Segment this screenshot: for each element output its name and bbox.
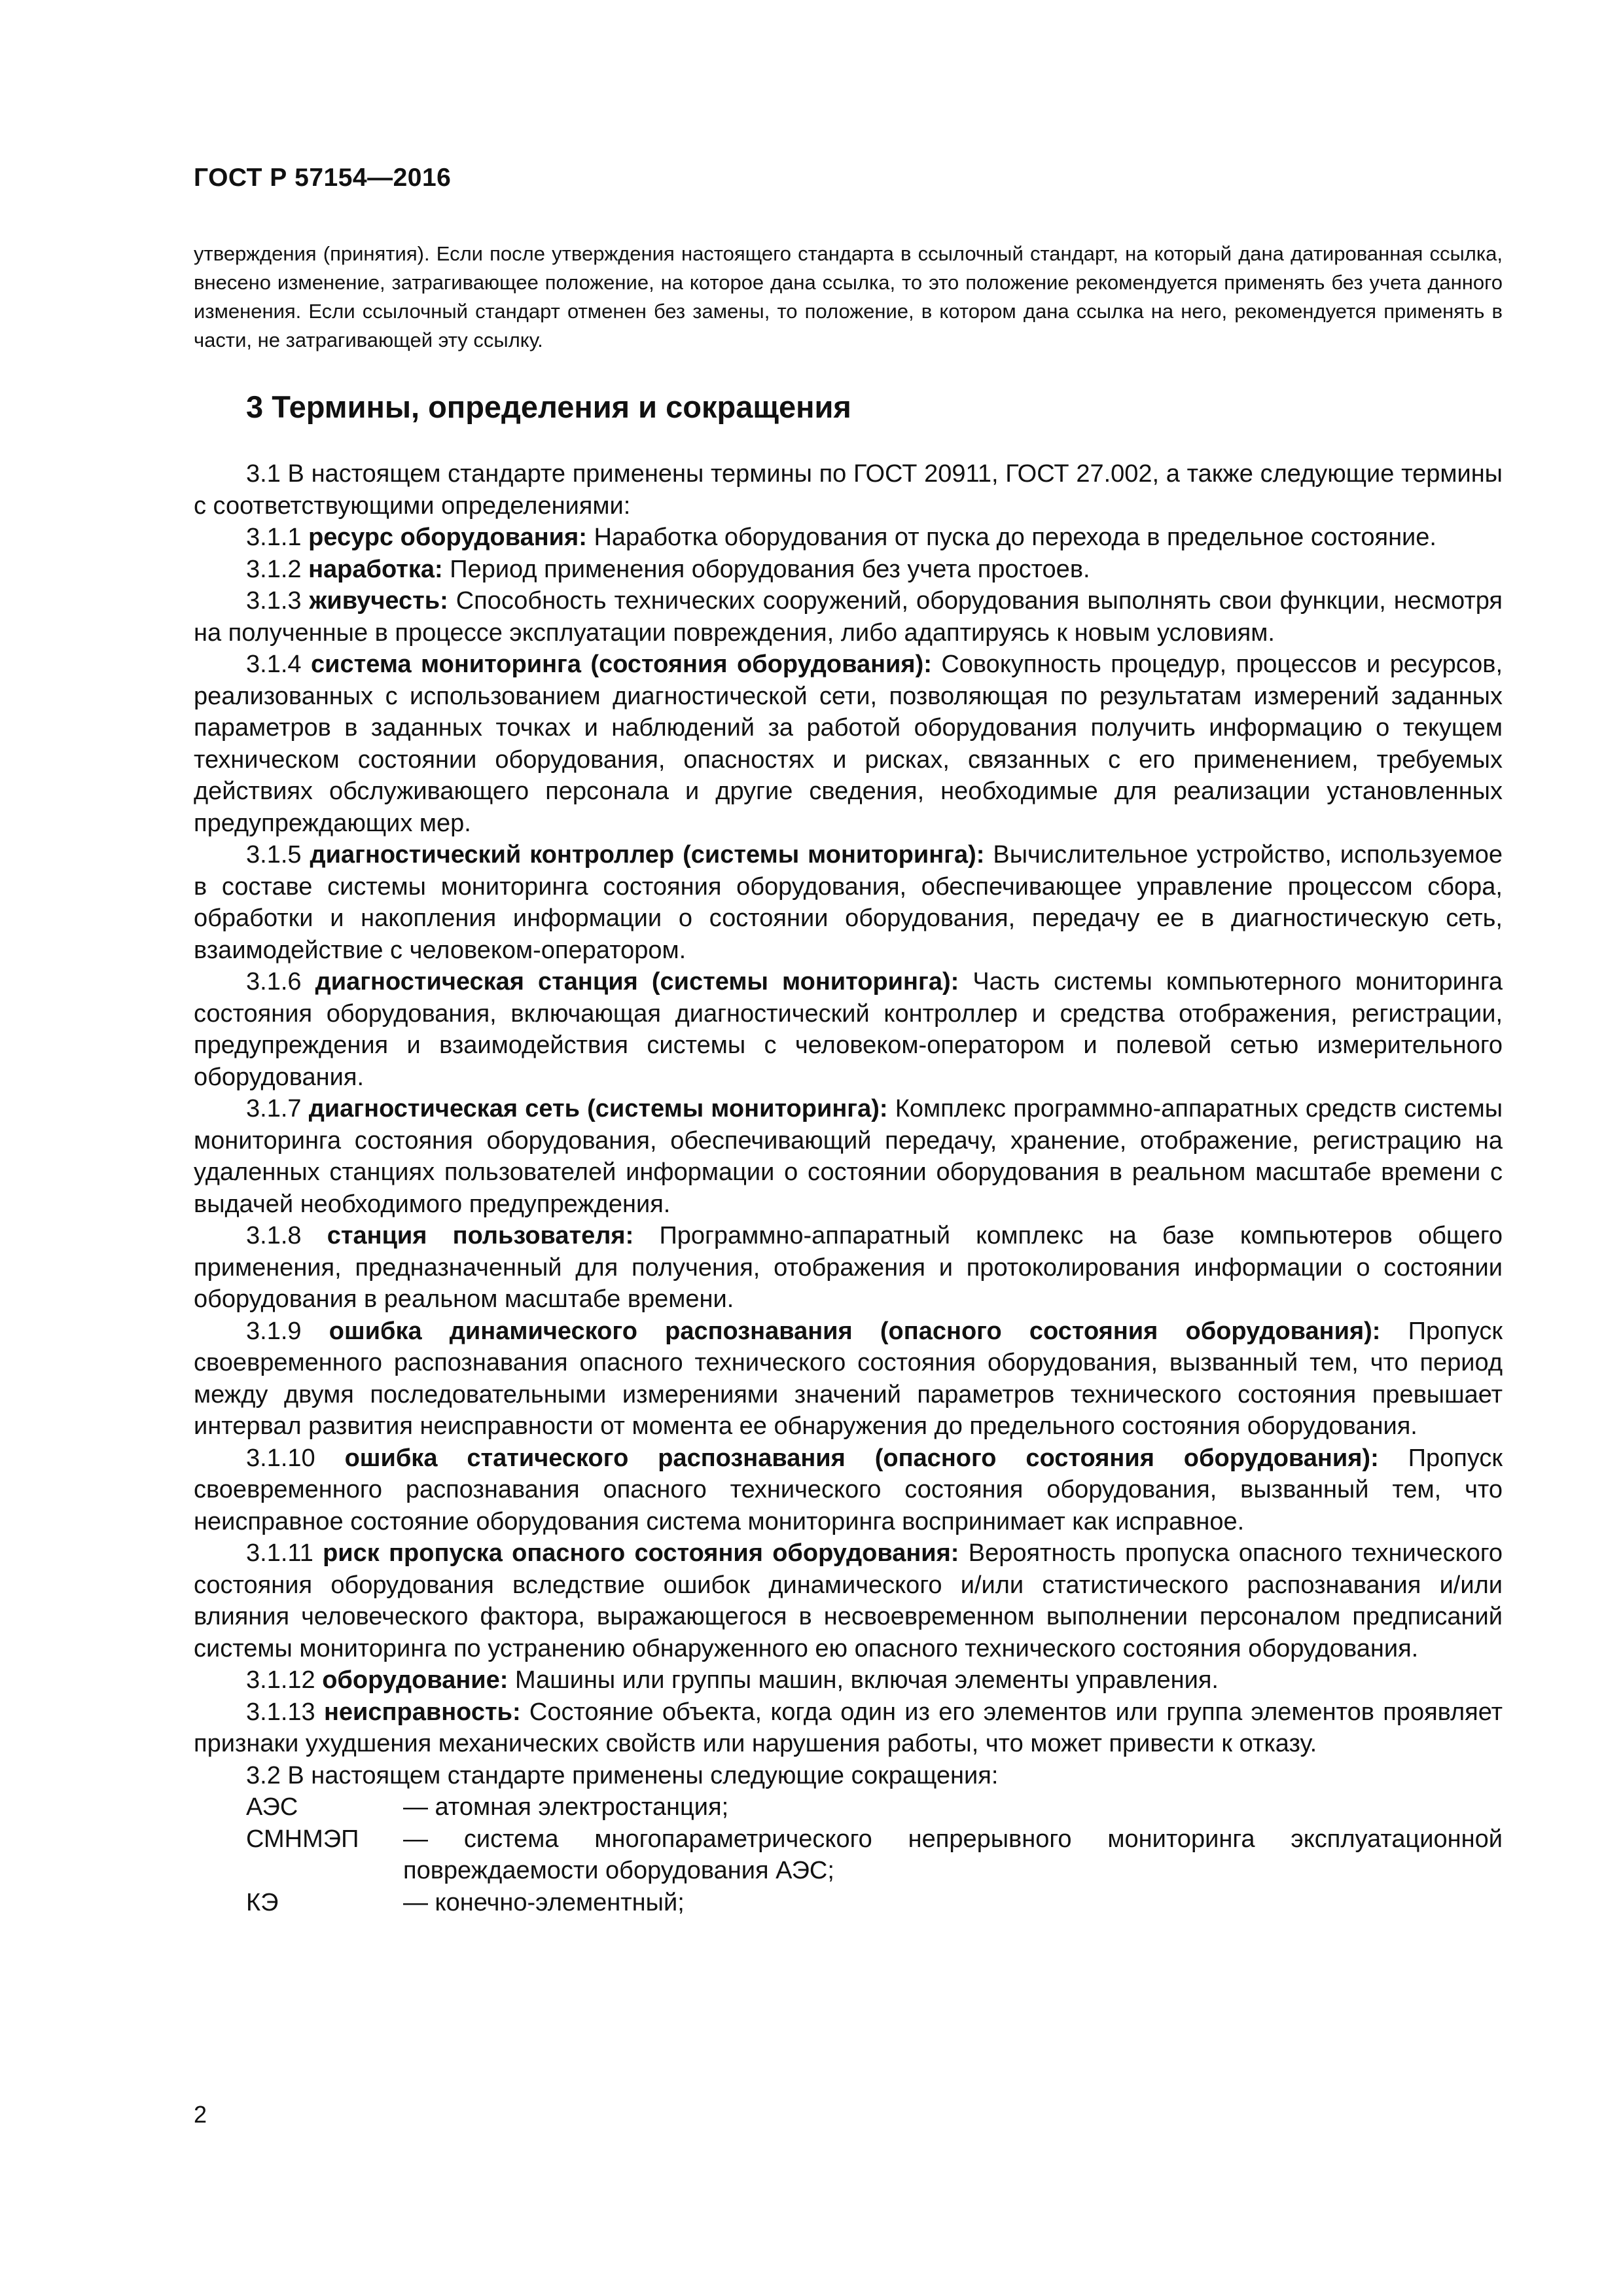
abbreviation-definition: — конечно-элементный; — [403, 1888, 685, 1916]
term-number: 3.1.1 — [246, 524, 302, 551]
term-definition: Комплекс программно-аппаратных средств системы мониторинга состояния оборудования, обеспечивающий передачу, хранение, отображение, регистрацию на удаленных станциях пользователей информации о состоянии оборудования в реальном масштабе времени с выдачей необходимого предупреждения. — [194, 1095, 1503, 1218]
page-number: 2 — [194, 2101, 207, 2128]
term-3-1-6 — [194, 966, 1503, 1093]
term-definition: Период применения оборудования без учета простоев. — [450, 555, 1090, 583]
term-3-1-3 — [194, 585, 1503, 649]
abbreviation-definition: — атомная электростанция; — [403, 1793, 729, 1821]
term-3-1-12 — [194, 1664, 1503, 1696]
term-name: система мониторинга (состояния оборудования): — [310, 651, 932, 678]
term-name: наработка: — [308, 555, 443, 583]
term-number: 3.1.7 — [246, 1095, 302, 1122]
abbreviation-row — [194, 1791, 1503, 1823]
term-number: 3.1.6 — [246, 968, 302, 996]
term-number: 3.1.11 — [246, 1539, 313, 1567]
term-name: диагностическая сеть (системы мониторинга): — [308, 1095, 888, 1122]
term-definition: Пропуск своевременного распознавания опасного технического состояния оборудования, вызванный тем, что период между двумя последовательными измерениями значений параметров технического состояния превышает интервал развития неисправности от момента ее обнаружения до предельного состояния оборудования. — [194, 1317, 1503, 1440]
term-name: диагностическая станция (системы мониторинга): — [315, 968, 959, 996]
term-name: живучесть: — [309, 587, 448, 615]
term-definition: Вероятность пропуска опасного технического состояния оборудования вследствие ошибок динамического и/или статистического распознавания и/или влияния человеческого фактора, выражающегося в несвоевременном выполнении персоналом предписаний системы мониторинга по устранению обнаруженного ею опасного технического состояния оборудования. — [194, 1539, 1503, 1662]
term-name: риск пропуска опасного состояния оборудования: — [323, 1539, 959, 1567]
term-definition: Пропуск своевременного распознавания опасного технического состояния оборудования, вызванный тем, что неисправное состояние оборудования система мониторинга воспринимает как исправное. — [194, 1444, 1503, 1535]
term-definition: Наработка оборудования от пуска до перехода в предельное состояние. — [594, 524, 1436, 551]
term-number: 3.1.5 — [246, 841, 302, 869]
term-3-1-8 — [194, 1220, 1503, 1316]
term-3-1-2 — [194, 554, 1503, 586]
section-title: 3 Термины, определения и сокращения — [246, 389, 851, 424]
term-3-1-10 — [194, 1443, 1503, 1538]
term-name: ресурс оборудования: — [308, 524, 587, 551]
term-3-1-1 — [194, 522, 1503, 554]
section-body — [194, 458, 1503, 1791]
abbreviation-definition: — система многопараметрического непрерывного мониторинга эксплуатационной повреждаемости оборудования АЭС; — [403, 1825, 1503, 1884]
term-definition: Вычислительное устройство, используемое в составе системы мониторинга состояния оборудования, обеспечивающее управление процессом сбора, обработки и накопления информации о состоянии оборудования, передачу ее в диагностическую сеть, взаимодействие с человеком-оператором. — [194, 841, 1503, 964]
document-header: ГОСТ Р 57154—2016 — [194, 164, 452, 192]
term-definition: Совокупность процедур, процессов и ресурсов, реализованных с использованием диагностической сети, позволяющая по результатам измерений заданных параметров в заданных точках и наблюдений за работой оборудования получить информацию о текущем техническом состоянии оборудования, опасностях и рисках, связанных с его применением, требуемых действиях обслуживающего персонала и другие сведения, необходимые для реализации установленных предупреждающих мер. — [194, 651, 1503, 837]
term-definition: Состояние объекта, когда один из его элементов или группа элементов проявляет признаки ухудшения механических свойств или нарушения работы, что может привести к отказу. — [194, 1698, 1503, 1757]
term-name: неисправность: — [323, 1698, 521, 1726]
term-3-1-9 — [194, 1316, 1503, 1443]
abbreviation-row — [194, 1823, 1503, 1887]
intro-paragraph: утверждения (принятия). Если после утверждения настоящего стандарта в ссылочный стандарт, на который дана датированная ссылка, внесено изменение, затрагивающее положение, на которое дана ссылка, то это положение рекомендуется применять без учета данного изменения. Если ссылочный стандарт отменен без замены, то положение, в котором дана ссылка на него, рекомендуется применять в части, не затрагивающей эту ссылку. — [194, 242, 1503, 351]
document-page — [194, 164, 1503, 1918]
term-definition: Программно-аппаратный комплекс на базе компьютеров общего применения, предназначенный для получения, отображения и протоколирования информации о состоянии оборудования в реальном масштабе времени. — [194, 1222, 1503, 1313]
term-definition: Машины или группы машин, включая элементы управления. — [515, 1666, 1219, 1694]
abbreviation-code: АЭС — [246, 1793, 298, 1821]
abbreviation-code: СМНМЭП — [246, 1825, 359, 1853]
term-number: 3.1.12 — [246, 1666, 315, 1694]
paragraph-3-2: 3.2 В настоящем стандарте применены следующие сокращения: — [246, 1761, 999, 1789]
term-name: ошибка динамического распознавания (опасного состояния оборудования): — [329, 1317, 1381, 1345]
term-name: станция пользователя: — [327, 1222, 634, 1249]
abbreviation-row — [194, 1887, 1503, 1919]
term-definition: Часть системы компьютерного мониторинга состояния оборудования, включающая диагностический контроллер и средства отображения, регистрации, предупреждения и взаимодействия системы с человеком-оператором и полевой сетью измерительного оборудования. — [194, 968, 1503, 1091]
term-3-1-11 — [194, 1537, 1503, 1664]
term-number: 3.1.3 — [246, 587, 302, 615]
term-name: ошибка статического распознавания (опасного состояния оборудования): — [344, 1444, 1379, 1472]
term-number: 3.1.4 — [246, 651, 302, 678]
term-number: 3.1.10 — [246, 1444, 315, 1472]
abbreviation-list — [194, 1791, 1503, 1918]
term-number: 3.1.8 — [246, 1222, 302, 1249]
term-number: 3.1.2 — [246, 555, 302, 583]
abbreviation-code: КЭ — [246, 1888, 279, 1916]
term-3-1-7 — [194, 1093, 1503, 1220]
term-number: 3.1.13 — [246, 1698, 315, 1726]
term-number: 3.1.9 — [246, 1317, 302, 1345]
paragraph-3-1: 3.1 В настоящем стандарте применены термины по ГОСТ 20911, ГОСТ 27.002, а также следующие термины с соответствующими определениями: — [194, 460, 1503, 520]
term-3-1-5 — [194, 839, 1503, 966]
term-name: диагностический контроллер (системы мониторинга): — [310, 841, 985, 869]
term-definition: Способность технических сооружений, оборудования выполнять свои функции, несмотря на полученные в процессе эксплуатации повреждения, либо адаптируясь к новым условиям. — [194, 587, 1503, 647]
term-3-1-13 — [194, 1696, 1503, 1760]
term-3-1-4 — [194, 649, 1503, 839]
term-name: оборудование: — [322, 1666, 508, 1694]
